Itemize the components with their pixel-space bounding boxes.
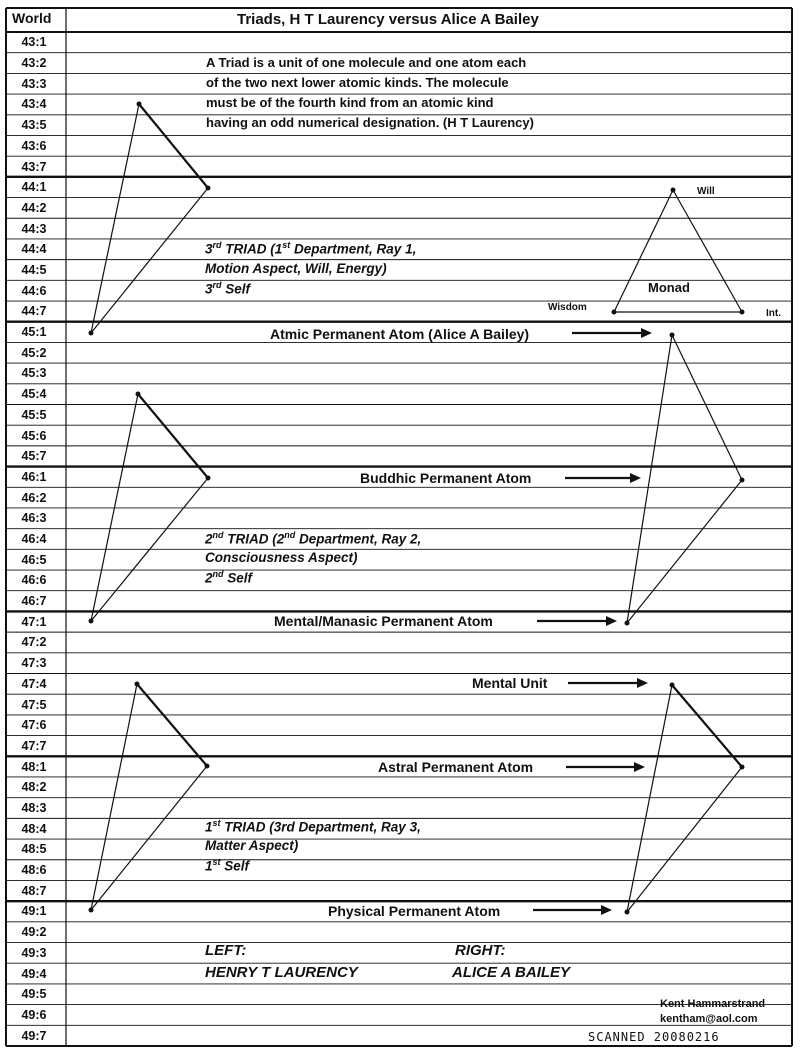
world-level-label: 43:7	[21, 159, 47, 174]
laurency-triad-1-vertex	[205, 764, 210, 769]
bailey-lower-triad-vertex	[670, 683, 675, 688]
world-level-label: 48:7	[21, 883, 47, 898]
bailey-upper-triad-edge	[627, 480, 742, 623]
world-level-label: 45:5	[21, 407, 47, 422]
world-level-label: 46:6	[21, 573, 47, 588]
world-level-label: 47:4	[21, 676, 47, 691]
bailey-lower-triad-vertex	[625, 910, 630, 915]
world-level-label: 49:2	[21, 925, 47, 940]
world-level-label: 44:6	[21, 283, 47, 298]
scan-stamp: SCANNED 20080216	[588, 1030, 720, 1044]
monad-int-label: Int.	[766, 308, 781, 319]
world-level-label: 44:5	[21, 262, 47, 277]
world-level-label: 45:1	[21, 325, 47, 340]
laurency-triad-2-vertex	[136, 392, 141, 397]
laurency-triad-3-edge	[91, 188, 208, 333]
mental-atom-arrow-head	[606, 616, 617, 626]
atmic-atom-label: Atmic Permanent Atom (Alice A Bailey)	[270, 326, 530, 342]
world-level-label: 46:5	[21, 552, 47, 567]
laurency-triad-1-vertex	[89, 908, 94, 913]
right-legend-name: ALICE A BAILEY	[452, 964, 571, 981]
world-level-label: 43:6	[21, 138, 47, 153]
world-level-label: 49:1	[21, 904, 47, 919]
world-level-label: 45:3	[21, 366, 47, 381]
monad-triangle-vertex	[612, 310, 617, 315]
world-level-label: 44:2	[21, 200, 47, 215]
laurency-triad-3-vertex	[89, 331, 94, 336]
mental-unit-arrow-head	[637, 678, 648, 688]
world-level-label: 47:7	[21, 738, 47, 753]
bailey-upper-triad-vertex	[740, 478, 745, 483]
laurency-triad-3-vertex	[206, 186, 211, 191]
laurency-triad-3-vertex	[137, 102, 142, 107]
world-level-label: 47:6	[21, 718, 47, 733]
laurency-triad-1-edge	[91, 684, 137, 910]
world-level-label: 43:2	[21, 56, 47, 71]
right-legend-label: RIGHT:	[455, 942, 506, 959]
monad-will-label: Will	[697, 186, 715, 197]
laurency-triad-1-vertex	[135, 682, 140, 687]
bailey-lower-triad-edge	[672, 685, 742, 767]
world-level-label: 48:1	[21, 759, 47, 774]
world-level-label: 47:2	[21, 635, 47, 650]
world-level-label: 45:2	[21, 345, 47, 360]
world-level-label: 46:7	[21, 594, 47, 609]
bailey-lower-triad-edge	[627, 685, 672, 912]
world-level-label: 43:3	[21, 76, 47, 91]
laurency-triad-2-vertex	[206, 476, 211, 481]
world-level-label: 44:4	[21, 242, 47, 257]
world-level-label: 43:4	[21, 97, 47, 112]
world-level-label: 45:7	[21, 449, 47, 464]
world-level-label: 47:1	[21, 614, 47, 629]
page-title: Triads, H T Laurency versus Alice A Bailey	[237, 11, 539, 28]
world-level-label: 46:4	[21, 532, 47, 546]
world-level-label: 46:3	[21, 511, 47, 526]
world-level-label: 48:6	[21, 863, 47, 878]
left-legend-name: HENRY T LAURENCY	[205, 964, 358, 981]
bailey-upper-triad-vertex	[625, 621, 630, 626]
bailey-upper-triad-vertex	[670, 333, 675, 338]
world-level-label: 49:7	[21, 1028, 47, 1043]
buddhic-atom-arrow-head	[630, 473, 641, 483]
author-email: kentham@aol.com	[660, 1013, 758, 1025]
world-level-label: 45:4	[21, 387, 47, 402]
world-level-label: 43:1	[21, 35, 47, 50]
world-level-label: 48:4	[21, 821, 47, 836]
world-level-label: 49:5	[21, 987, 47, 1002]
monad-label: Monad	[648, 280, 690, 295]
physical-atom-arrow-head	[601, 905, 612, 915]
laurency-triad-1-edge	[91, 766, 207, 910]
world-level-label: 48:5	[21, 842, 47, 857]
astral-atom-label: Astral Permanent Atom	[378, 759, 534, 775]
monad-triangle-vertex	[671, 188, 676, 193]
world-level-label: 48:3	[21, 801, 47, 816]
author-name: Kent Hammarstrand	[660, 998, 766, 1010]
laurency-triad-2-edge	[91, 394, 138, 621]
world-level-label: 47:3	[21, 656, 47, 671]
world-column-header: World	[12, 10, 52, 26]
laurency-triad-3-edge	[139, 104, 208, 188]
laurency-triad-2-vertex	[89, 619, 94, 624]
world-level-label: 47:5	[21, 697, 47, 712]
world-level-label: 49:3	[21, 945, 47, 960]
laurency-triad-1-edge	[137, 684, 207, 766]
astral-atom-arrow-head	[634, 762, 645, 772]
bailey-lower-triad-vertex	[740, 765, 745, 770]
world-level-label: 43:5	[21, 118, 47, 133]
atmic-atom-arrow-head	[641, 328, 652, 338]
monad-wisdom-label: Wisdom	[548, 302, 587, 313]
world-level-label: 44:3	[21, 221, 47, 236]
physical-atom-label: Physical Permanent Atom	[328, 903, 501, 919]
mental-atom-label: Mental/Manasic Permanent Atom	[274, 613, 493, 629]
buddhic-atom-label: Buddhic Permanent Atom	[360, 470, 532, 486]
world-level-label: 49:4	[21, 966, 47, 981]
world-level-label: 46:1	[21, 469, 47, 484]
monad-triangle-vertex	[740, 310, 745, 315]
diagram-sheet: 43:1 43:2 43:3 43:4 43:5 43:6 43:7 44:1 44:2 44:3 44:4 44:5 44:6 44:7 45:1 45:2 45:3 45:4 45:5 45:6 45:7 46:1 46:2 46:3 46:4 46:5 46:6 46:7 47:1 47:2 47:3 47:4 47:5 47:6 47:7 48:1 48:2 48:3 48:4 48:5 48:6 48:7 49:1 49:2 49:3 49:4 49:5 49:6 49:7 World Triads, H T Laurency versus Alice A Bailey A Triad is a unit of one molecule and one atom each of the two next lower atomic kinds. The molecule must be of the fourth kind from an atomic kind having an odd numerical designation. (H T Laurency) 3rd TRIAD (1st Department, Ray 1, Motion Aspect, Will, Energy) 3rd Self 2nd TRIAD (2nd Department, Ray 2, Consciousness Aspect) 2nd Self 1st TRIAD (3rd Department, Ray 3, Matter Aspect) 1st Self Will Wisdom Int. Monad Atmic Permanent Atom (Alice A Bailey) Buddhic Permanent Atom Mental/Manasic Permanent Atom Mental Unit Astral Permanent Atom Physical Permanent Atom LEFT: HENRY T LAURENCY RIGHT: ALICE A BAILEY Kent Hammarstrand kentham@aol.com SCANNED 20080216	[0, 0, 800, 1058]
mental-unit-label: Mental Unit	[472, 675, 548, 691]
left-legend-label: LEFT:	[205, 942, 247, 959]
world-level-label: 44:7	[21, 304, 47, 319]
world-level-label: 44:1	[21, 180, 47, 195]
world-level-label: 49:6	[21, 1007, 47, 1022]
world-level-label: 45:6	[21, 428, 47, 443]
world-level-label: 46:2	[21, 490, 47, 505]
bailey-upper-triad-edge	[672, 335, 742, 480]
world-level-label: 48:2	[21, 780, 47, 795]
